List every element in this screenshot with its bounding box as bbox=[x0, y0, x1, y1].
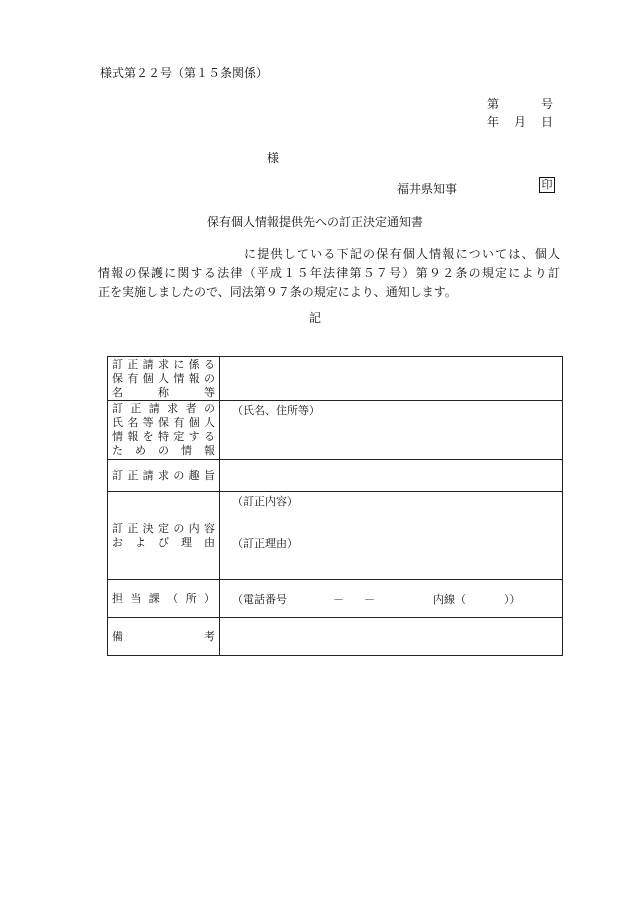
label-line: 氏 名 等 保 有 個 人 bbox=[112, 416, 215, 429]
label-decision-content bbox=[108, 492, 220, 580]
body-line-1: に提供している下記の保有個人情報については、個人 bbox=[244, 247, 560, 261]
label-personal-info-name bbox=[108, 357, 220, 401]
date-year: 年 bbox=[487, 115, 500, 129]
label-request-purpose bbox=[108, 460, 220, 492]
table-row bbox=[108, 357, 563, 401]
requester-info-hint: （氏名、住所等） bbox=[232, 404, 320, 417]
label-department bbox=[108, 580, 220, 618]
document-date bbox=[487, 113, 553, 130]
label-remarks bbox=[108, 618, 220, 656]
body-text bbox=[98, 245, 560, 302]
document-number-prefix: 第 bbox=[487, 97, 500, 111]
value-request-purpose[interactable] bbox=[220, 460, 563, 492]
label-line: 訂 正 請 求 の 趣 旨 bbox=[112, 468, 215, 482]
document-number-suffix: 号 bbox=[540, 97, 553, 111]
correction-reason-hint: （訂正理由） bbox=[232, 537, 298, 550]
document-number bbox=[487, 95, 553, 112]
label-line: お よ び 理 由 bbox=[112, 535, 215, 549]
value-requester-info[interactable] bbox=[220, 401, 563, 460]
document-title: 保有個人情報提供先への訂正決定通知書 bbox=[206, 215, 423, 229]
table-row bbox=[108, 618, 563, 656]
table-row bbox=[108, 492, 563, 580]
label-line: 備 考 bbox=[112, 629, 215, 643]
value-decision-content[interactable] bbox=[220, 492, 563, 580]
correction-content-hint: （訂正内容） bbox=[232, 495, 298, 508]
record-table bbox=[107, 356, 563, 656]
label-line: 訂 正 請 求 に 係 る bbox=[112, 357, 215, 371]
label-line: 保 有 個 人 情 報 の bbox=[112, 371, 215, 385]
table-row bbox=[108, 401, 563, 460]
value-remarks[interactable] bbox=[220, 618, 563, 656]
phone-dash-2: － bbox=[364, 592, 375, 606]
recipient-honorific: 様 bbox=[267, 151, 280, 165]
label-line: 担 当 課 （ 所 ） bbox=[112, 591, 215, 605]
value-department-phone[interactable] bbox=[220, 580, 563, 618]
phone-label: （電話番号 bbox=[232, 592, 287, 606]
body-line-2: 情報の保護に関する法律（平成１５年法律第５７号）第９２条の規定により訂 bbox=[98, 266, 560, 280]
table-row bbox=[108, 580, 563, 618]
form-number: 様式第２２号（第１５条関係） bbox=[100, 66, 269, 80]
label-line: 情 報 を 特 定 す る bbox=[112, 430, 215, 443]
value-personal-info-name[interactable] bbox=[220, 357, 563, 401]
date-day: 日 bbox=[540, 115, 553, 129]
date-month: 月 bbox=[513, 115, 526, 129]
seal-mark: 印 bbox=[539, 177, 555, 193]
label-line: 訂 正 決 定 の 内 容 bbox=[112, 521, 215, 535]
extension-label: 内線（ bbox=[433, 592, 466, 606]
phone-line bbox=[232, 591, 550, 607]
extension-close: ）） bbox=[504, 592, 521, 606]
label-line: 名 称 等 bbox=[112, 385, 215, 399]
ki-heading: 記 bbox=[308, 311, 321, 325]
body-line-3: 正を実施しましたので、同法第９７条の規定により、通知します。 bbox=[98, 285, 457, 299]
issuer-name: 福井県知事 bbox=[397, 182, 458, 196]
table-row bbox=[108, 460, 563, 492]
phone-dash-1: － bbox=[333, 592, 344, 606]
label-line: た め の 情 報 bbox=[112, 444, 215, 457]
label-requester-info bbox=[108, 401, 220, 460]
label-line: 訂 正 請 求 者 の bbox=[112, 402, 215, 415]
